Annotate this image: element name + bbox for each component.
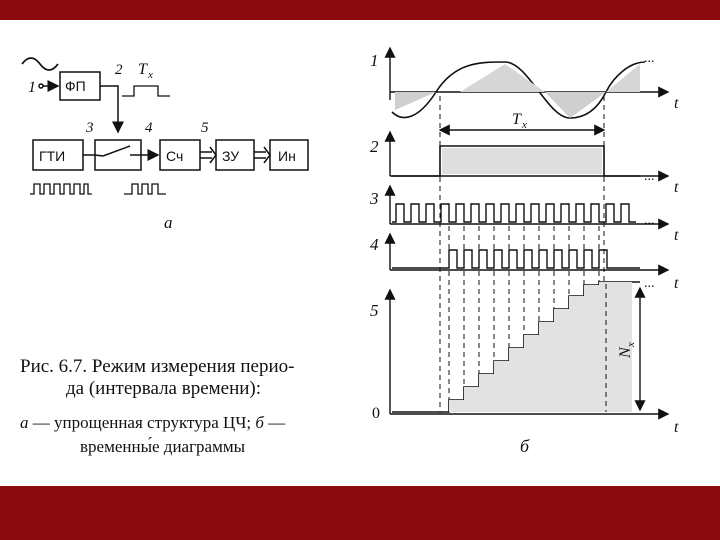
nx-sub: x [625,342,637,347]
row-2-label: 2 [370,137,379,156]
switch-number: 3 [86,120,94,136]
block-diagram-a-labels [28,61,296,232]
store-label: ЗУ [222,148,240,164]
indicator-label: Ин [278,148,296,164]
switch-pulses-icon [124,184,166,194]
store-number: 5 [201,120,209,136]
tx-label-b: T [512,111,521,128]
t-axis-5: t [674,419,679,436]
counter-number: 4 [145,120,153,136]
input-number: 1 [28,79,36,96]
signal-number: 2 [115,62,123,78]
caption-line-4: временны́е диаграммы [80,437,246,456]
sine-source-icon [22,58,58,70]
tx-pulse-icon [122,86,170,96]
row-3-label: 3 [370,189,379,208]
dots-row-5: ... [644,276,655,291]
timing-diagram-b [390,48,668,414]
dots-row-2: ... [644,169,655,184]
t-axis-1: t [674,95,679,112]
row-5-label: 5 [370,301,379,320]
gti-label: ГТИ [39,148,66,164]
fp-label: ФП [65,78,86,94]
tx-sub-a: x [148,69,153,81]
generator-pulses-trace [392,204,636,222]
zero-label: 0 [372,405,380,422]
t-axis-3: t [674,227,679,244]
gated-pulses-trace [392,250,640,268]
tx-label-a: T [138,61,147,78]
t-axis-2: t [674,179,679,196]
dots-row-3: ... [644,213,655,228]
counter-label: Сч [166,148,184,164]
caption-line-3: а — упрощенная структура ЦЧ; б — [20,413,286,432]
tx-sub-b: x [522,119,527,131]
t-axis-4: t [674,275,679,292]
diagram-b-letter: б [520,436,530,456]
row-1-label: 1 [370,51,379,70]
figure-caption [20,356,294,456]
dots-row-1: ... [644,51,655,66]
nx-label: N [617,347,634,358]
gti-pulses-icon [30,184,92,194]
caption-line-1: Рис. 6.7. Режим измерения перио- [20,356,295,377]
row-4-label: 4 [370,235,379,254]
caption-line-2: да (интервала времени): [66,378,262,399]
diagram-a-letter: а [164,213,173,232]
